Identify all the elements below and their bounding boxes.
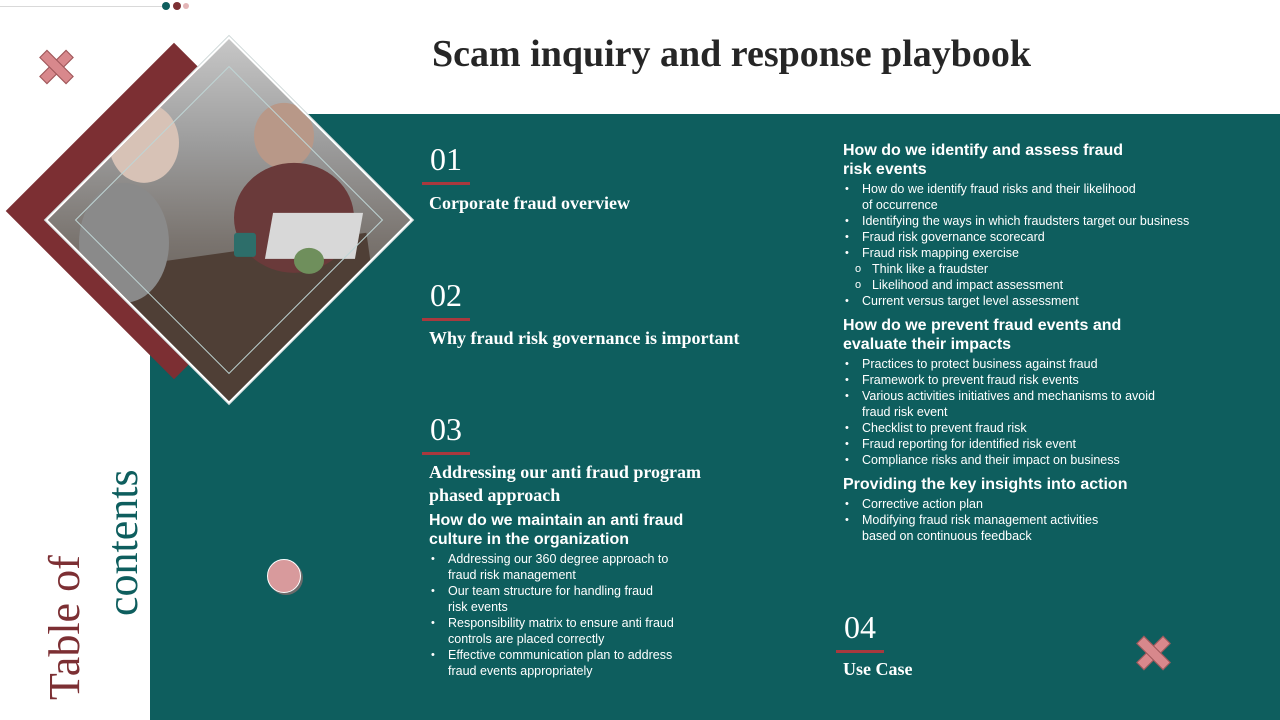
list-item: • Our team structure for handling fraud risk events (429, 583, 674, 615)
list-item: • Fraud reporting for identified risk event (843, 436, 1155, 452)
section-number-04: 04 (844, 609, 876, 645)
list-item: • How do we identify fraud risks and their likelihood of occurrence (843, 181, 1189, 213)
cross-icon (37, 48, 73, 84)
col1-heading-line1: How do we maintain an anti fraud (429, 512, 684, 529)
section-title-04: Use Case (843, 659, 913, 679)
section-number-03: 03 (430, 411, 462, 447)
list-item: • Fraud risk mapping exercise (843, 245, 1189, 261)
list-item: • Addressing our 360 degree approach to fraud risk management (429, 551, 674, 583)
list-item: • Modifying fraud risk management activities based on continuous feedback (843, 512, 1098, 544)
col2-group3-heading: Providing the key insights into action (843, 476, 1128, 493)
col2-group2-heading-line1: How do we prevent fraud events and (843, 317, 1122, 334)
dot-icon (173, 2, 181, 10)
top-rule (0, 6, 162, 7)
list-item: • Compliance risks and their impact on business (843, 452, 1155, 468)
page-title: Scam inquiry and response playbook (432, 33, 1032, 75)
section-rule (836, 650, 884, 653)
section-title-03-line2: phased approach (429, 485, 561, 505)
list-item: • Responsibility matrix to ensure anti fraud controls are placed correctly (429, 615, 674, 647)
col2-group1-list (843, 181, 1189, 309)
list-item: • Checklist to prevent fraud risk (843, 420, 1155, 436)
list-item: • Fraud risk governance scorecard (843, 229, 1189, 245)
table-of-contents-heading (36, 469, 152, 700)
cross-icon (1134, 634, 1170, 670)
side-title-line2: contents (98, 469, 147, 616)
section-title-02: Why fraud risk governance is important (429, 328, 740, 348)
section-title-01: Corporate fraud overview (429, 193, 630, 213)
col2-group2-heading (843, 316, 1121, 354)
section-rule (422, 182, 470, 185)
list-item: • Effective communication plan to address fraud events appropriately (429, 647, 674, 679)
circle-icon (267, 559, 301, 593)
list-item: • Various activities initiatives and mechanisms to avoid fraud risk event (843, 388, 1155, 420)
list-item: • Framework to prevent fraud risk events (843, 372, 1155, 388)
col1-heading (429, 511, 683, 549)
sub-list-item: o Think like a fraudster (843, 261, 1189, 277)
col2-group2-heading-line2: evaluate their impacts (843, 336, 1012, 353)
dot-icon (183, 3, 189, 9)
section-title-03 (429, 461, 701, 507)
dot-icon (162, 2, 170, 10)
col2-group1-heading (843, 141, 1123, 179)
section-number-01: 01 (430, 141, 462, 177)
section-rule (422, 452, 470, 455)
col2-group2-list (843, 356, 1155, 468)
list-item: • Corrective action plan (843, 496, 1098, 512)
side-title-line1: Table of (40, 555, 89, 700)
col1-heading-line2: culture in the organization (429, 531, 630, 548)
sub-list-item: o Likelihood and impact assessment (843, 277, 1189, 293)
list-item: • Practices to protect business against fraud (843, 356, 1155, 372)
col2-group1-heading-line2: risk events (843, 161, 927, 178)
section-number-02: 02 (430, 277, 462, 313)
col2-group1-heading-line1: How do we identify and assess fraud (843, 142, 1124, 159)
list-item: • Identifying the ways in which fraudsters target our business (843, 213, 1189, 229)
col2-group3-list (843, 496, 1098, 544)
section-title-03-line1: Addressing our anti fraud program (429, 462, 702, 482)
col1-list (429, 551, 674, 679)
section-rule (422, 318, 470, 321)
list-item: • Current versus target level assessment (843, 293, 1189, 309)
